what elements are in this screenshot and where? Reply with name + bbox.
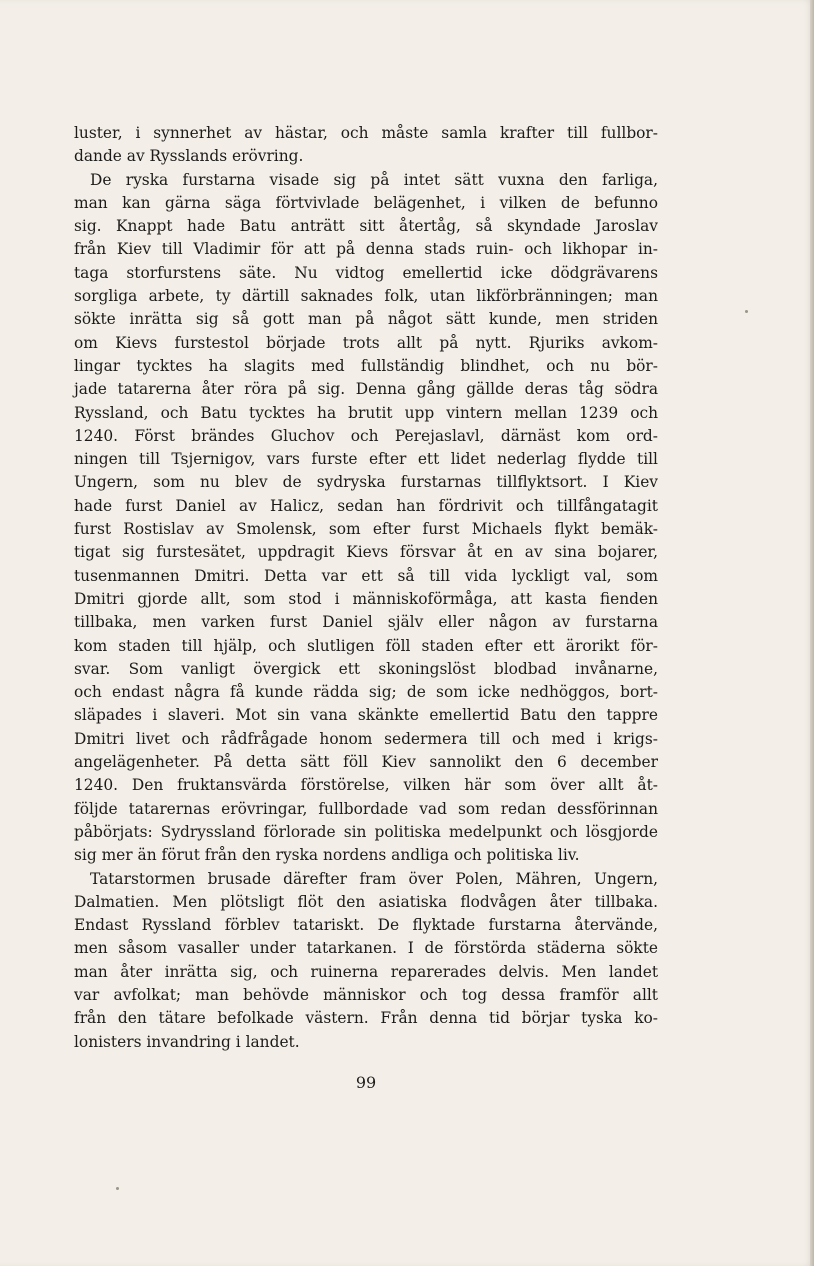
text-line: från Kiev till Vladimir för att på denna stads ruin- och likhopar in- bbox=[74, 240, 658, 259]
text-line: följde tatarernas erövringar, fullbordade vad som redan dessförinnan bbox=[74, 799, 658, 818]
paragraph-2 bbox=[74, 169, 658, 868]
text-line: tillbaka, men varken furst Daniel själv eller någon av furstarna bbox=[74, 613, 658, 632]
text-line: taga storfurstens säte. Nu vidtog emellertid icke dödgrävarens bbox=[74, 263, 658, 282]
text-line: ningen till Tsjernigov, vars furste efter ett lidet nederlag flydde till bbox=[74, 450, 658, 469]
text-line: kom staden till hjälp, och slutligen föll staden efter ett ärorikt för- bbox=[74, 636, 658, 655]
text-line: luster, i synnerhet av hästar, och måste samla krafter till fullbor- bbox=[74, 124, 658, 142]
text-line: var avfolkat; man behövde människor och tog dessa framför allt bbox=[74, 985, 658, 1004]
text-line: från den tätare befolkade västern. Från denna tid börjar tyska ko- bbox=[74, 1009, 658, 1028]
text-line: om Kievs furstestol började trots allt på nytt. Rjuriks avkom- bbox=[74, 333, 658, 352]
text-line: men såsom vasaller under tatarkanen. I de förstörda städerna sökte bbox=[74, 939, 658, 958]
page-number: 99 bbox=[355, 1073, 377, 1092]
text-line: angelägenheter. På detta sätt föll Kiev sannolikt den 6 december bbox=[74, 753, 658, 772]
text-line: tusenmannen Dmitri. Detta var ett så till vida lyckligt val, som bbox=[74, 566, 658, 585]
text-line: Dmitri gjorde allt, som stod i människoförmåga, att kasta fienden bbox=[74, 589, 658, 608]
text-line: 1240. Först brändes Gluchov och Perejaslavl, därnäst kom ord- bbox=[74, 426, 658, 445]
text-line: 1240. Den fruktansvärda förstörelse, vilken här som över allt åt- bbox=[74, 776, 658, 795]
text-line: svar. Som vanligt övergick ett skoningslöst blodbad invånarne, bbox=[74, 659, 658, 678]
text-line: Dmitri livet och rådfrågade honom sedermera till och med i krigs- bbox=[74, 729, 658, 748]
text-line: och endast några få kunde rädda sig; de som icke nedhöggos, bort- bbox=[74, 683, 658, 702]
text-line: man kan gärna säga förtvivlade belägenhet, i vilken de befunno bbox=[74, 193, 658, 212]
text-line: dande av Rysslands erövring. bbox=[74, 147, 304, 166]
text-line: Ryssland, och Batu tycktes ha brutit upp vintern mellan 1239 och bbox=[74, 403, 658, 422]
text-line: man åter inrätta sig, och ruinerna reparerades delvis. Men landet bbox=[74, 962, 658, 981]
text-line: sorgliga arbete, ty därtill saknades folk, utan likförbränningen; man bbox=[74, 287, 658, 306]
text-line: Tatarstormen brusade därefter fram över Polen, Mähren, Ungern, bbox=[90, 869, 658, 888]
paper-speck bbox=[116, 1187, 119, 1190]
text-line: furst Rostislav av Smolensk, som efter furst Michaels flykt bemäk- bbox=[74, 520, 658, 539]
text-line: lingar tycktes ha slagits med fullständig blindhet, och nu bör- bbox=[74, 356, 658, 375]
body-text bbox=[74, 122, 658, 1054]
text-line: lonisters invandring i landet. bbox=[74, 1032, 300, 1051]
paper-speck bbox=[745, 310, 748, 313]
text-line: Endast Ryssland förblev tatariskt. De flyktade furstarna återvände, bbox=[74, 916, 658, 935]
text-line: sig mer än förut från den ryska nordens andliga och politiska liv. bbox=[74, 846, 580, 865]
text-line: De ryska furstarna visade sig på intet sätt vuxna den farliga, bbox=[90, 170, 658, 189]
text-line: sig. Knappt hade Batu anträtt sitt återtåg, så skyndade Jaroslav bbox=[74, 217, 658, 236]
page-edge bbox=[810, 0, 814, 1266]
text-line: Ungern, som nu blev de sydryska furstarnas tillflyktsort. I Kiev bbox=[74, 473, 658, 492]
text-line: hade furst Daniel av Halicz, sedan han fördrivit och tillfångatagit bbox=[74, 496, 658, 515]
text-line: jade tatarerna åter röra på sig. Denna gång gällde deras tåg södra bbox=[74, 380, 658, 399]
paragraph-1 bbox=[74, 122, 658, 169]
text-line: sökte inrätta sig så gott man på något sätt kunde, men striden bbox=[74, 310, 658, 329]
text-line: Dalmatien. Men plötsligt flöt den asiatiska flodvågen åter tillbaka. bbox=[74, 892, 658, 911]
text-line: påbörjats: Sydryssland förlorade sin politiska medelpunkt och lösgjorde bbox=[74, 822, 658, 841]
text-line: släpades i slaveri. Mot sin vana skänkte emellertid Batu den tappre bbox=[74, 706, 658, 725]
paragraph-3 bbox=[74, 868, 658, 1054]
text-line: tigat sig furstesätet, uppdragit Kievs försvar åt en av sina bojarer, bbox=[74, 543, 658, 562]
